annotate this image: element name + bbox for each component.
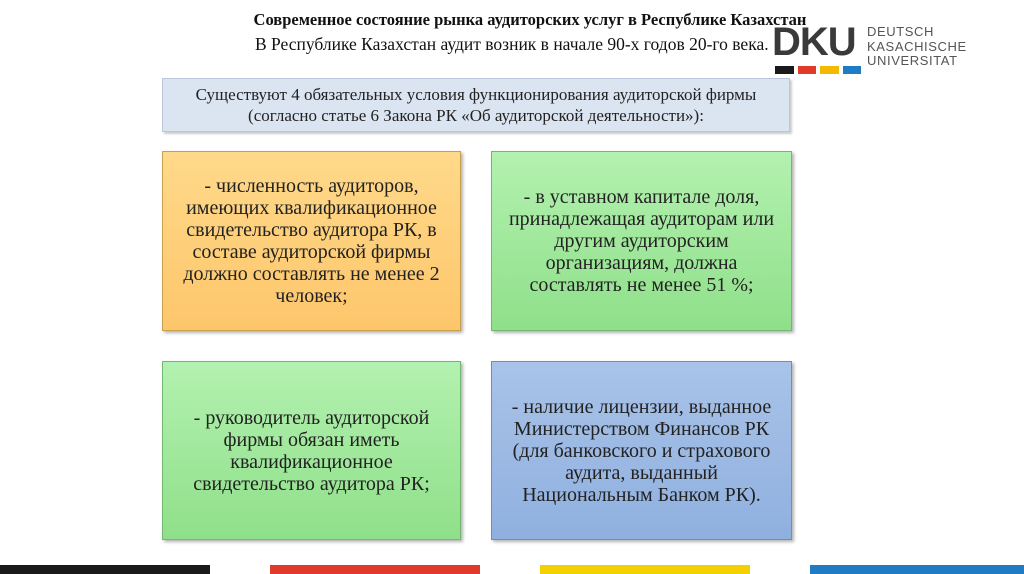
footer-strip-yellow <box>540 565 750 574</box>
footer-strip-red <box>270 565 480 574</box>
logo-line-1: DEUTSCH <box>867 24 935 39</box>
logo-bar-yellow <box>820 66 839 74</box>
logo-line-3: UNIVERSITAT <box>867 53 958 68</box>
footer-strip-blue <box>810 565 1024 574</box>
logo-abbreviation: DKU <box>772 20 856 64</box>
condition-card-head-certificate: - руководитель аудиторской фирмы обязан иметь квалификационное свидетельство аудитора РК; <box>162 361 461 540</box>
footer-strip-black <box>0 565 210 574</box>
logo-bar-red <box>798 66 817 74</box>
logo-color-bars <box>775 66 861 74</box>
logo-wordmark <box>867 25 967 69</box>
slide-subtitle: В Республике Казахстан аудит возник в начале 90-х годов 20-го века. <box>255 34 769 54</box>
logo-bar-blue <box>843 66 862 74</box>
intro-box: Существуют 4 обязательных условия функционирования аудиторской фирмы (согласно статье 6 Закона РК «Об аудиторской деятельности»): <box>162 78 790 132</box>
slide-title: Современное состояние рынка аудиторских услуг в Республике Казахстан <box>253 10 807 29</box>
condition-card-capital-share: - в уставном капитале доля, принадлежащая аудиторам или другим аудиторским организациям, должна составлять не менее 51 %; <box>491 151 792 331</box>
university-logo <box>772 20 992 78</box>
logo-line-2: KASACHISCHE <box>867 38 967 54</box>
logo-bar-black <box>775 66 794 74</box>
condition-card-license: - наличие лицензии, выданное Министерством Финансов РК (для банковского и страхового аудита, выданный Национальным Банком РК). <box>491 361 792 540</box>
condition-card-auditor-count: - численность аудиторов, имеющих квалификационное свидетельство аудитора РК, в составе аудиторской фирмы должно составлять не менее 2 человек; <box>162 151 461 331</box>
